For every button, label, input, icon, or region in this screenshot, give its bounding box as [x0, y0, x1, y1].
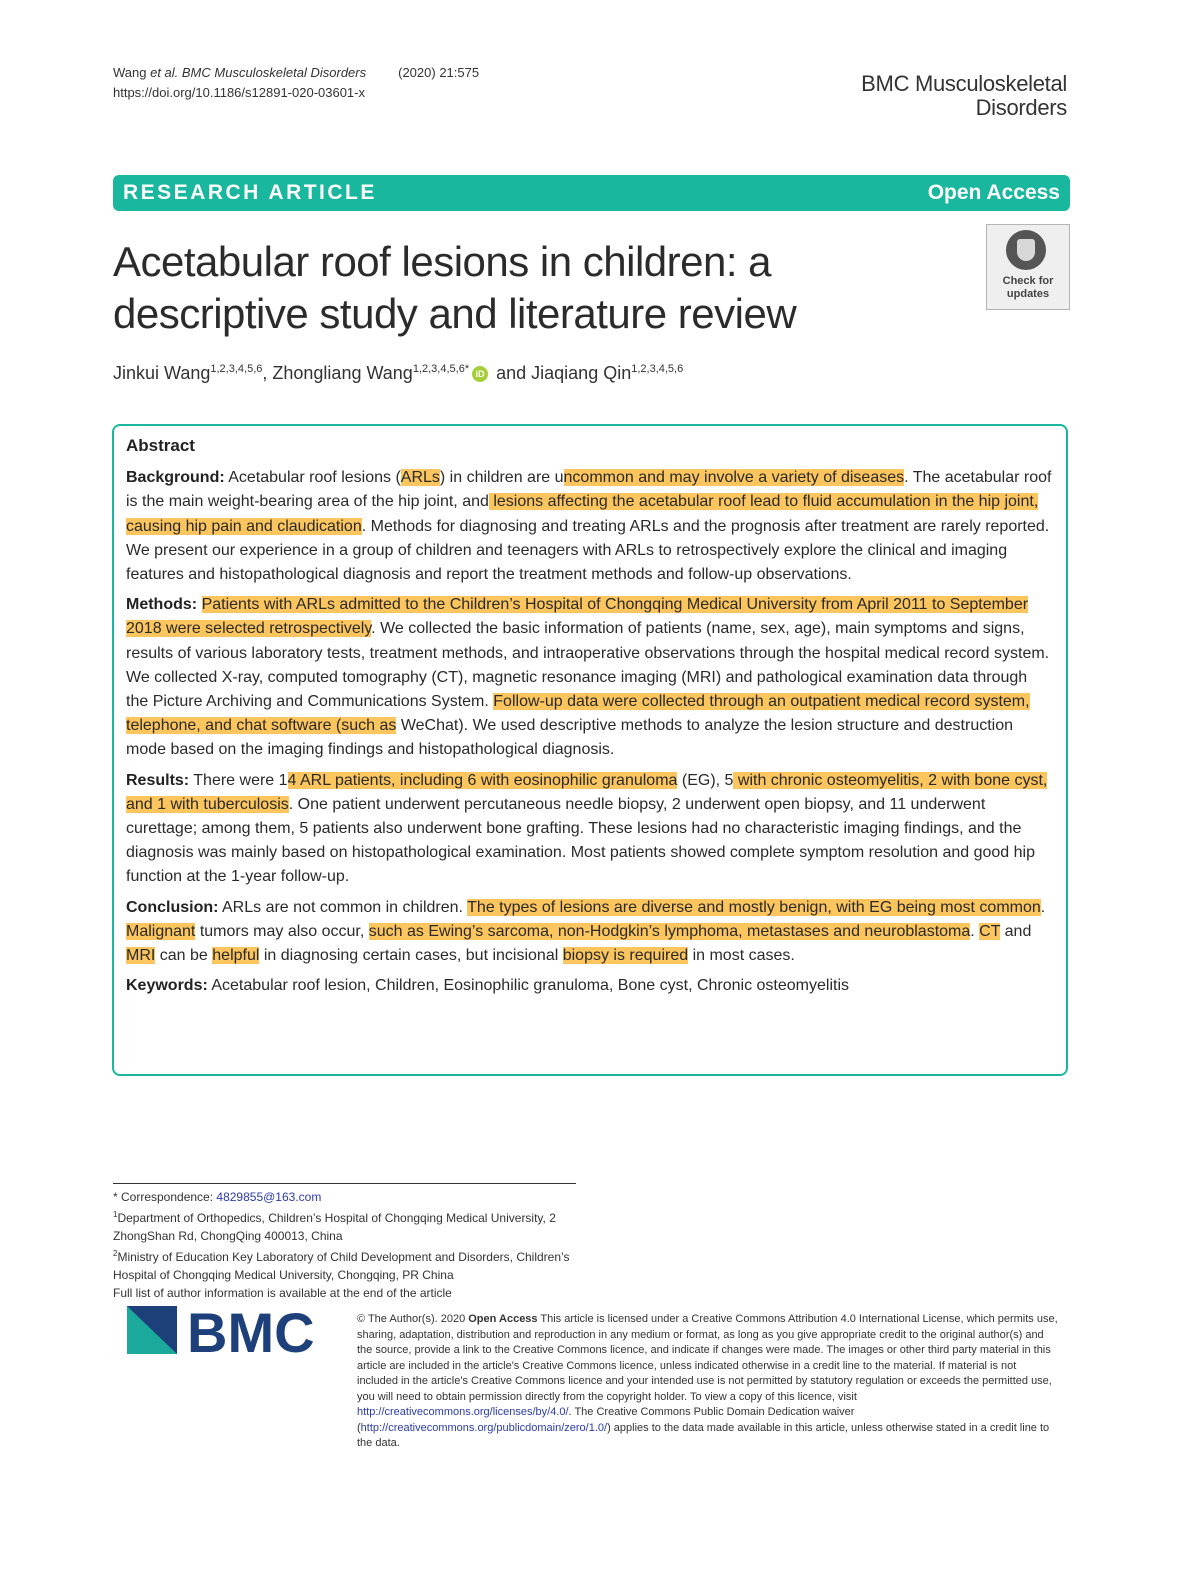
highlighted-text[interactable]: The types of lesions are diverse and mostly benign, with EG being most common — [467, 898, 1041, 916]
check-badge-line1: Check for — [1002, 275, 1054, 287]
author-name[interactable]: Jiaqiang Qin — [531, 363, 632, 383]
license-link[interactable]: http://creativecommons.org/licenses/by/4.0/ — [357, 1406, 569, 1418]
check-badge-line2: updates — [1006, 288, 1050, 300]
author-separator: , — [262, 363, 273, 383]
author-affiliation-sup: 1,2,3,4,5,6 — [631, 363, 684, 375]
keywords-text: Acetabular roof lesion, Children, Eosinophilic granuloma, Bone cyst, Chronic osteomyelitis — [207, 977, 850, 995]
license-text: ) applies to the data made available in this article, unless otherwise stated in a credit line to the data. — [357, 1421, 1050, 1449]
highlighted-text[interactable]: helpful — [212, 947, 260, 965]
abstract-text: . — [970, 922, 980, 940]
abstract-text: Acetabular roof lesions ( — [224, 469, 401, 487]
orcid-icon[interactable]: iD — [472, 366, 488, 382]
highlighted-text[interactable]: 4 ARL patients, including 6 with eosinophilic granuloma — [287, 771, 678, 789]
highlighted-text[interactable]: ARLs — [400, 469, 440, 487]
abstract-text: There were 1 — [189, 771, 288, 789]
affiliation-text: Department of Orthopedics, Children’s Hospital of Chongqing Medical University, 2 ZhongShan Rd, ChongQing 400013, China — [113, 1211, 556, 1243]
abstract-text: ARLs are not common in children. — [218, 898, 468, 916]
correspondence-footnote — [113, 1188, 583, 1302]
affiliation-2 — [113, 1245, 583, 1284]
correspondence-email-link[interactable]: 4829855@163.com — [216, 1190, 322, 1204]
correspondence-label: * Correspondence: — [113, 1190, 217, 1204]
citation-authors: Wang — [113, 65, 151, 80]
journal-name-line2: Disorders — [975, 95, 1067, 120]
section-label: Conclusion: — [126, 898, 219, 916]
section-label: Results: — [126, 771, 190, 789]
abstract-text: can be — [155, 947, 213, 965]
author-separator: and — [491, 363, 532, 383]
highlighted-text[interactable]: with chronic osteomyelitis, 2 with bone cyst, and 1 with tuberculosis — [126, 771, 1048, 813]
highlighted-text[interactable]: such as Ewing’s sarcoma, non-Hodgkin’s lymphoma, metastases and neuroblastoma — [368, 922, 971, 940]
license-open-access: Open Access — [468, 1313, 538, 1325]
abstract-text: (EG), 5 — [677, 771, 734, 789]
highlighted-text[interactable]: biopsy is required — [562, 947, 689, 965]
abstract-text: . — [1040, 898, 1046, 916]
abstract-text: . The acetabular roof is the main weight-bearing area of the hip joint, and — [126, 469, 1052, 511]
journal-name-line1: BMC Musculoskeletal — [861, 71, 1067, 96]
abstract-box — [112, 424, 1068, 1076]
highlighted-text[interactable]: Patients with ARLs admitted to the Children’s Hospital of Chongqing Medical University from April 2011 to September 2018 were selected retrospectively — [126, 596, 1029, 638]
journal-name — [861, 72, 1067, 120]
highlighted-text[interactable]: lesions affecting the acetabular roof lead to fluid accumulation in the hip joint, causing hip pain and claudication — [126, 493, 1039, 535]
abstract-text: ) in children are u — [439, 469, 564, 487]
open-access-label: Open Access — [927, 181, 1060, 204]
correspondence-line — [113, 1188, 583, 1206]
citation-year: (2020) 21:575 — [398, 65, 480, 80]
abstract-text — [197, 596, 201, 613]
article-title: Acetabular roof lesions in children: a descriptive study and literature review — [113, 238, 797, 337]
section-label: Background: — [126, 469, 225, 487]
affiliation-1 — [113, 1206, 583, 1245]
citation-journal: et al. BMC Musculoskeletal Disorders — [150, 65, 367, 80]
article-type-label: RESEARCH ARTICLE — [123, 181, 377, 204]
affiliation-sup: 2 — [113, 1249, 118, 1258]
abstract-text: tumors may also occur, — [195, 922, 369, 940]
highlighted-text[interactable]: MRI — [126, 947, 156, 965]
check-for-updates-badge[interactable] — [986, 224, 1070, 310]
check-badge-label — [987, 275, 1069, 301]
section-label: Keywords: — [126, 977, 208, 995]
abstract-background — [126, 466, 1052, 587]
abstract-keywords — [126, 974, 1052, 998]
author-list — [113, 356, 683, 386]
bmc-logo-graphic — [127, 1306, 332, 1358]
affiliation-sup: 1 — [113, 1210, 118, 1219]
citation-line — [113, 63, 479, 83]
highlighted-text[interactable]: Follow-up data were collected through an outpatient medical record system, telephone, and chat software (such as — [126, 693, 1030, 735]
author-name[interactable]: Jinkui Wang — [113, 363, 211, 383]
highlighted-text[interactable]: Malignant — [126, 922, 196, 940]
abstract-text: in diagnosing certain cases, but incisional — [259, 947, 563, 965]
author-name[interactable]: Zhongliang Wang — [272, 363, 413, 383]
abstract-heading: Abstract — [126, 436, 195, 455]
footnote-divider — [113, 1183, 576, 1184]
license-text: This article is licensed under a Creative Commons Attribution 4.0 International License, which permits use, sharing, adaptation, distribution and reproduction in any medium or format, as long as you give appropriate credit to the original author(s) and the source, provide a link to the Creative Commons licence, and indicate if changes were made. The images or other third party material in this article are included in the article's Creative Commons licence, unless indicated otherwise in a credit line to the material. If material is not included in the article's Creative Commons licence and your intended use is not permitted by statutory regulation or exceeds the permitted use, you will need to obtain permission directly from the copyright holder. To view a copy of this licence, visit — [357, 1313, 1058, 1403]
waiver-link[interactable]: http://creativecommons.org/publicdomain/zero/1.0/ — [360, 1421, 608, 1434]
doi-link[interactable]: https://doi.org/10.1186/s12891-020-03601-x — [113, 85, 365, 100]
article-type-banner — [113, 175, 1070, 211]
author-affiliation-sup: 1,2,3,4,5,6 — [210, 363, 263, 375]
abstract-text: and — [1000, 922, 1032, 940]
license-text: © The Author(s). 2020 — [357, 1313, 469, 1325]
abstract-text: . One patient underwent percutaneous needle biopsy, 2 underwent open biopsy, and 11 underwent curettage; among them, 5 patients also underwent bone grafting. These lesions had no characteristic imaging findings, and the diagnosis was mainly based on histopathological examination. Most patients showed complete symptom resolution and good hip function at the 1-year follow-up. — [126, 795, 1035, 886]
abstract-text: . Methods for diagnosing and treating ARLs and the prognosis after treatment are rarely reported. We present our experience in a group of children and teenagers with ARLs to retrospectively explore the clinical and imaging features and histopathological diagnosis and report the treatment methods and follow-up observations. — [126, 517, 1050, 584]
bookmark-icon — [1006, 230, 1046, 270]
abstract-text: WeChat). We used descriptive methods to analyze the lesion structure and destruction mode based on the imaging findings and histopathological diagnosis. — [126, 717, 1014, 759]
abstract-methods — [126, 593, 1052, 762]
license-statement — [357, 1312, 1059, 1452]
bmc-logo — [127, 1306, 332, 1358]
highlighted-text[interactable]: CT — [979, 922, 1001, 940]
author-affiliation-sup: 1,2,3,4,5,6* — [412, 363, 470, 375]
logo-wordmark: BMC — [187, 1306, 315, 1358]
author-info-note: Full list of author information is available at the end of the article — [113, 1286, 452, 1300]
abstract-text: in most cases. — [688, 947, 795, 965]
abstract-results — [126, 769, 1052, 890]
abstract-content — [126, 434, 1052, 1004]
citation-header — [113, 63, 479, 103]
abstract-text: . We collected the basic information of patients (name, sex, age), main symptoms and signs, results of various laboratory tests, treatment methods, and intraoperative observations through the hospital medical record system. We collected X-ray, computed tomography (CT), magnetic resonance imaging (MRI) and pathological examination data through the Picture Archiving and Communications System. — [126, 620, 1050, 711]
section-label: Methods: — [126, 596, 198, 614]
abstract-conclusion — [126, 896, 1052, 969]
license-text: . The Creative Commons Public Domain Dedication waiver ( — [357, 1406, 855, 1434]
affiliation-text: Ministry of Education Key Laboratory of Child Development and Disorders, Children’s Hospital of Chongqing Medical University, Chongqing, PR China — [113, 1250, 570, 1282]
highlighted-text[interactable]: ncommon and may involve a variety of diseases — [563, 469, 905, 487]
